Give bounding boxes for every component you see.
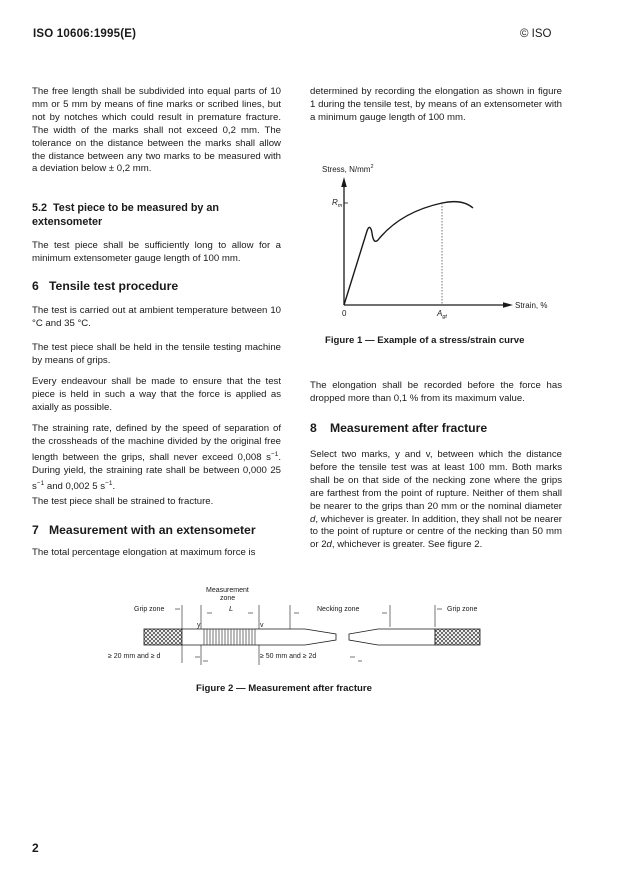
section-number: 8 <box>310 421 317 435</box>
specimen-left-piece <box>182 629 336 645</box>
y-axis-label: Stress, $N/mm^2$ <box>322 164 374 174</box>
grip-section-right <box>435 629 480 645</box>
figure-2-caption: Figure 2 — Measurement after fracture <box>196 683 372 694</box>
paragraph-6-axial: Every endeavour shall be made to ensure that the test piece is held in such a way that the force is applied as axially as possible. <box>32 376 281 413</box>
mark-v-label: v <box>260 622 264 629</box>
paragraph-8: Select two marks, y and v, between which the distance before the tensile test was at least 100 mm. Both marks shall be on that side of the necking zone where the grips are farthest from the point of rupture. Neither of them shall be nearer to the grips than 20 mm or the nominal diameter d, whichever is greater. In addition, they shall not be nearer to the point of rupture or centre of the necking than 50 mm or 2d, whichever is greater. See figure 2. <box>310 449 562 551</box>
paragraph-6-fracture: The test piece shall be strained to fracture. <box>32 496 214 507</box>
figure-1-stress-strain-diagram <box>310 155 570 325</box>
origin-label: 0 <box>342 309 347 318</box>
stress-strain-curve <box>344 202 473 305</box>
mark-y-label: y <box>197 622 201 629</box>
length-l-label: L <box>229 604 234 613</box>
y-axis-arrow-icon <box>341 177 347 187</box>
grip-zone-right-label: Grip zone <box>447 606 478 613</box>
section-8-heading <box>310 421 487 435</box>
measurement-zone-label-2: zone <box>220 595 236 602</box>
standard-number: ISO 10606:1995(E) <box>33 28 137 40</box>
section-number: 7 <box>32 523 39 537</box>
section-7-heading <box>32 523 256 537</box>
agt-label: $A_{gt}$ <box>437 309 447 320</box>
section-number: 6 <box>32 279 39 293</box>
paragraph-6-temperature: The test is carried out at ambient temperature between 10 °C and 35 °C. <box>32 305 281 329</box>
section-title: Measurement with an extensometer <box>49 523 256 537</box>
x-axis-arrow-icon <box>503 302 513 308</box>
section-title: Measurement after fracture <box>330 421 488 435</box>
section-number: 5.2 <box>32 202 48 214</box>
paragraph-free-length: The free length shall be subdivided into equal parts of 10 mm or 5 mm by means of fine marks or scribed lines, but not by notches which could result in premature fracture. The width of the marks shall not exceed 0,2 mm. The tolerance on the distance between the marks shall allow the distance between any two marks to be measured with a deviation below ± 0,2 mm. <box>32 86 281 175</box>
section-6-heading <box>32 279 178 293</box>
grip-zone-left-label: Grip zone <box>134 606 165 613</box>
paragraph-6-grips: The test piece shall be held in the tensile testing machine by means of grips. <box>32 342 281 366</box>
rm-label: $R_m$ <box>332 198 343 209</box>
iso-copyright: © ISO <box>520 28 552 40</box>
paragraph-5-2: The test piece shall be sufficiently long to allow for a minimum extensometer gauge length of 100 mm. <box>32 240 281 264</box>
necking-zone-label: Necking zone <box>317 606 360 613</box>
section-title: Test piece to be measured by an extensometer <box>32 202 220 228</box>
figure-2-fracture-diagram <box>100 583 520 678</box>
dimension-necking-distance: ≥ 50 mm and ≥ 2d <box>260 653 317 660</box>
dimension-grip-distance: ≥ 20 mm and ≥ d <box>108 653 161 660</box>
paragraph-7-continued: determined by recording the elongation as shown in figure 1 during the tensile test, by means of an extensometer with a minimum gauge length of 100 mm. <box>310 86 562 123</box>
paragraph-6-straining-rate: The straining rate, defined by the speed of separation of the crossheads of the machine divided by the original free length between the grips, shall never exceed 0,008 $s^{-1}$. During yield, the straining rate shall be between 0,000 25 $s^{-1}$ and 0,002 5 $s^{-1}$. <box>32 423 281 492</box>
section-5-2-heading <box>32 201 282 229</box>
grip-section-left <box>144 629 182 645</box>
figure-1-caption: Figure 1 — Example of a stress/strain curve <box>325 335 525 346</box>
section-title: Tensile test procedure <box>49 279 179 293</box>
specimen-right-piece <box>349 629 435 645</box>
page-number: 2 <box>32 841 39 855</box>
paragraph-7: The total percentage elongation at maximum force is <box>32 547 256 558</box>
measurement-zone-label-1: Measurement <box>206 587 249 594</box>
x-axis-label: Strain, % <box>515 301 548 310</box>
paragraph-elongation-record: The elongation shall be recorded before the force has dropped more than 0,1 % from its maximum value. <box>310 380 562 404</box>
